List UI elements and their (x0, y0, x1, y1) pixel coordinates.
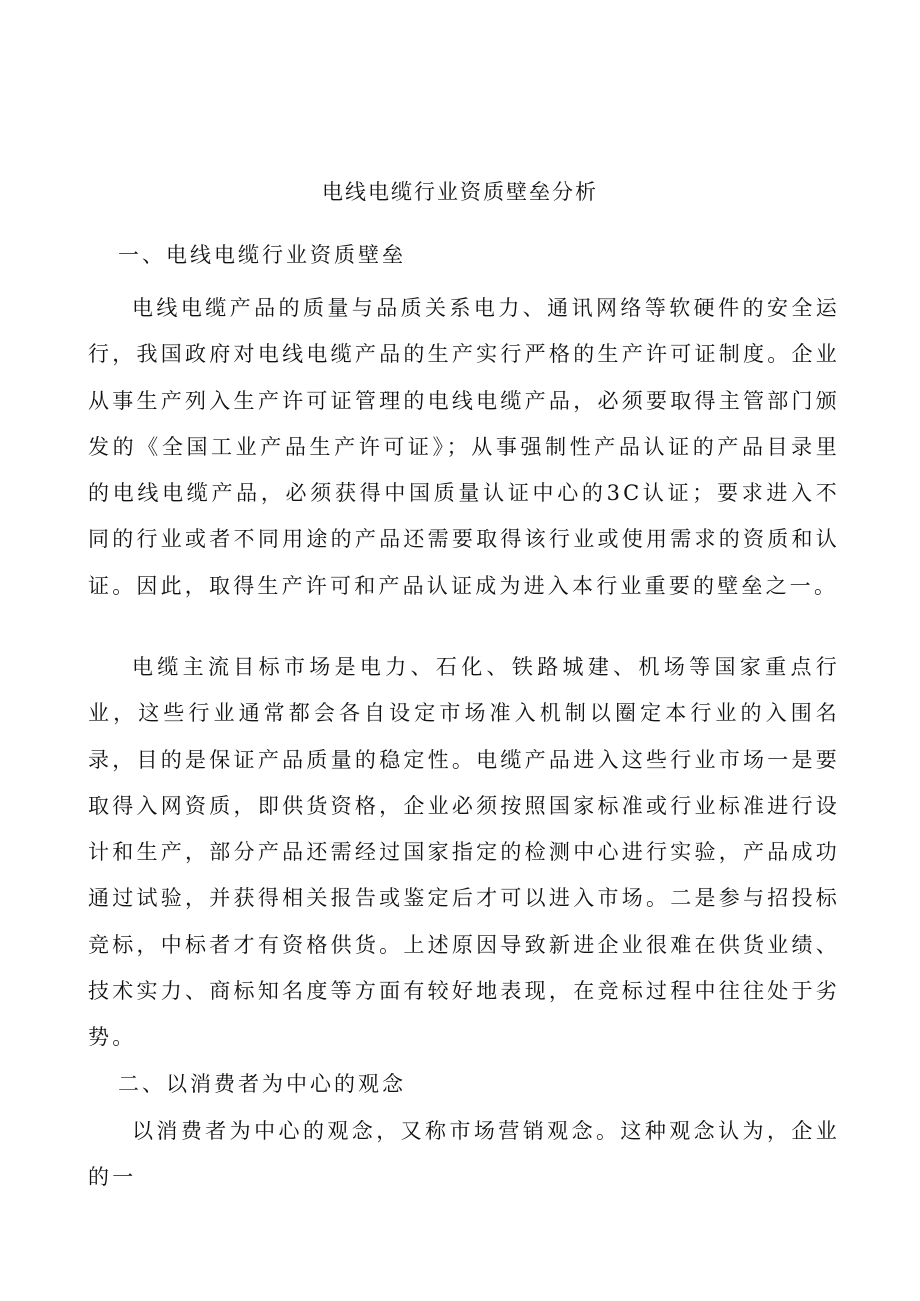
section-1-paragraph-2: 电缆主流目标市场是电力、石化、铁路城建、机场等国家重点行业，这些行业通常都会各自设定市场准入机制以圈定本行业的入围名录，目的是保证产品质量的稳定性。电缆产品进入这些行业市场一是要取得入网资质，即供货资格，企业必须按照国家标准或行业标准进行设计和生产，部分产品还需经过国家指定的检测中心进行实验，产品成功通过试验，并获得相关报告或鉴定后才可以进入市场。二是参与招投标竞标，中标者才有资格供货。上述原因导致新进企业很难在供货业绩、技术实力、商标知名度等方面有较好地表现，在竞标过程中往往处于劣势。 (88, 655, 840, 1050)
document-title: 电线电缆行业资质壁垒分析 (322, 180, 598, 204)
section-heading-1: 一、电线电缆行业资质壁垒 (118, 243, 406, 267)
section-2-paragraph-1: 以消费者为中心的观念，又称市场营销观念。这种观念认为，企业的一 (88, 1119, 840, 1190)
section-1-paragraph-1: 电线电缆产品的质量与品质关系电力、通讯网络等软硬件的安全运行，我国政府对电线电缆产品的生产实行严格的生产许可证制度。企业从事生产列入生产许可证管理的电线电缆产品，必须要取得主管部门颁发的《全国工业产品生产许可证》；从事强制性产品认证的产品目录里的电线电缆产品，必须获得中国质量认证中心的3C认证；要求进入不同的行业或者不同用途的产品还需要取得该行业或使用需求的资质和认证。因此，取得生产许可和产品认证成为进入本行业重要的壁垒之一。 (88, 296, 840, 598)
section-heading-2: 二、以消费者为中心的观念 (118, 1072, 406, 1096)
